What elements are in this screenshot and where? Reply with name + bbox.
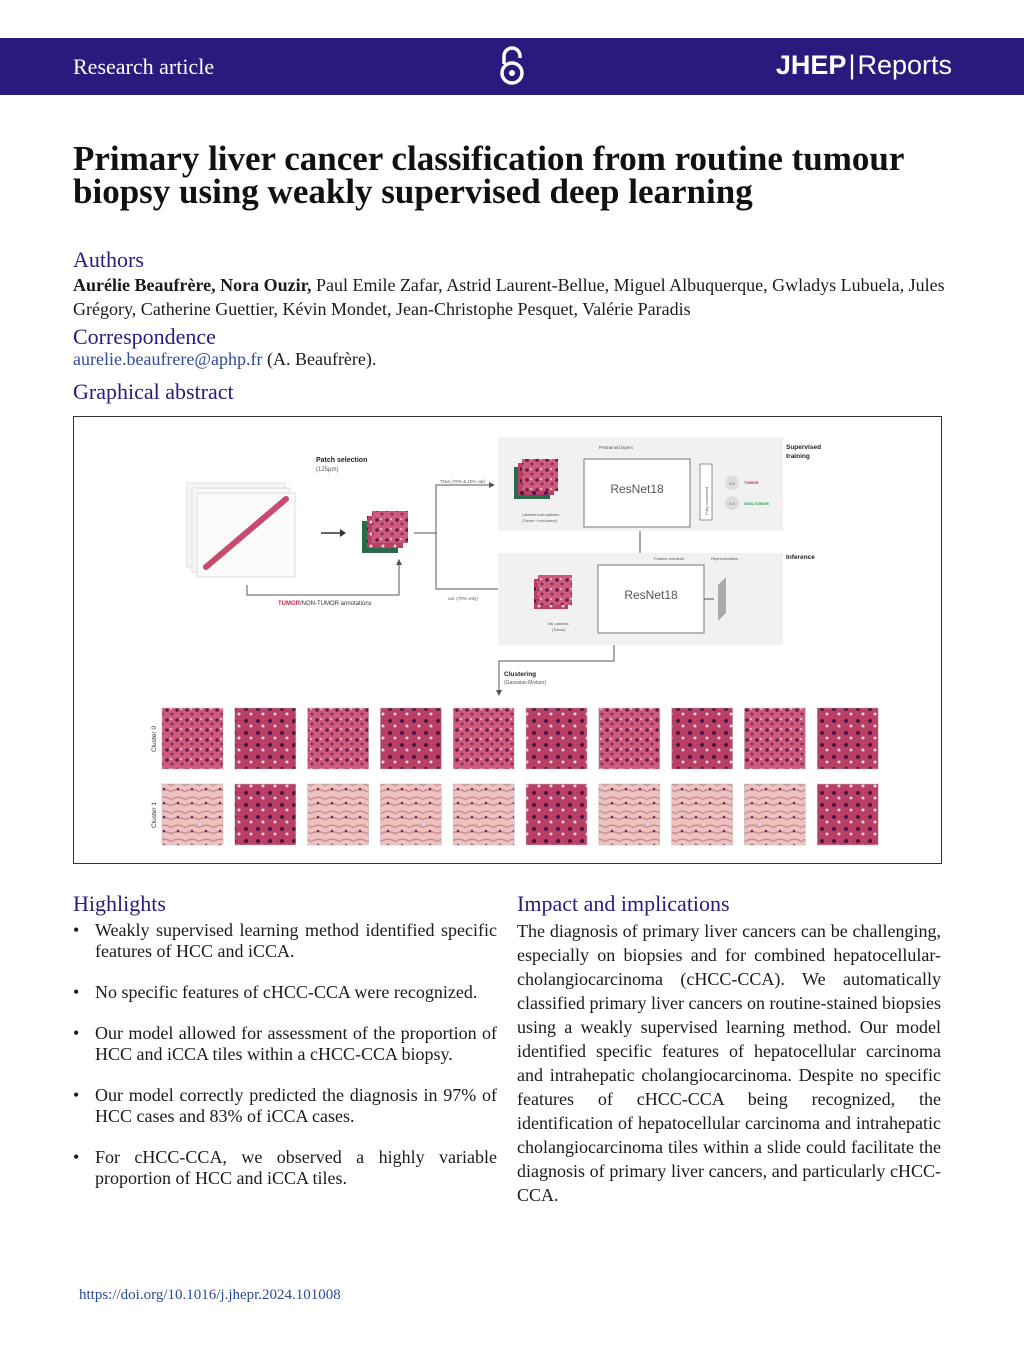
fully-connected-label: Fully connected bbox=[704, 486, 709, 515]
clustering-method-label: (Gaussian Mixture) bbox=[504, 680, 547, 686]
author-list: Aurélie Beaufrère, Nora Ouzir, Paul Emile Zafar, Astrid Laurent-Bellue, Miguel Albuquerque, Gwladys Lubuela, Jules Grégory, Catherine Guettier, Kévin Mondet, Jean-Christophe Pesquet, Valérie Paradis bbox=[73, 275, 945, 319]
supervised-training-label-2: training bbox=[786, 453, 810, 460]
correspondence: aurelie.beaufrere@aphp.fr (A. Beaufrère). bbox=[73, 349, 377, 369]
doi-link[interactable]: https://doi.org/10.1016/j.jhepr.2024.101008 bbox=[79, 1287, 341, 1303]
annotation-arrow-head bbox=[396, 559, 402, 565]
arrow-head bbox=[340, 529, 346, 537]
histology-tile bbox=[308, 784, 369, 845]
val-split-label: val. (70% only) bbox=[448, 596, 478, 601]
histology-tile bbox=[526, 784, 587, 845]
histology-tile bbox=[453, 784, 514, 845]
histology-tile bbox=[599, 784, 660, 845]
cluster-1-label: Cluster 1 bbox=[151, 801, 158, 829]
histology-tile bbox=[599, 708, 660, 769]
histology-tile bbox=[380, 784, 441, 845]
patch-size-label: (125μm) bbox=[316, 467, 339, 473]
biopsy-slides bbox=[187, 483, 295, 577]
pretrained-layers-label: Pretrained layers bbox=[599, 445, 634, 450]
histology-tile bbox=[308, 708, 369, 769]
highlights-list bbox=[73, 920, 497, 1209]
correspondence-heading: Correspondence bbox=[73, 324, 216, 349]
highlights-heading: Highlights bbox=[73, 891, 166, 916]
clustering-arrow-head bbox=[496, 690, 502, 696]
impact-heading: Impact and implications bbox=[517, 891, 730, 916]
train-arrow-head bbox=[489, 482, 495, 488]
resnet-top-label: ResNet18 bbox=[610, 482, 664, 496]
train-branch bbox=[414, 485, 492, 533]
histology-tile bbox=[162, 708, 223, 769]
val-patch-2 bbox=[538, 575, 572, 605]
histology-tile bbox=[235, 784, 296, 845]
patch-stack bbox=[362, 511, 408, 553]
correspondence-email-link[interactable]: aurelie.beaufrere@aphp.fr bbox=[73, 349, 263, 369]
val-patches-label-2: (Tumor) bbox=[552, 628, 566, 632]
val-patches-label: Val. patches bbox=[548, 622, 569, 626]
graphical-abstract bbox=[73, 416, 942, 864]
histology-tile bbox=[817, 708, 878, 769]
histology-tile bbox=[744, 708, 805, 769]
supervised-training-label: Supervised bbox=[786, 444, 822, 451]
non-tumor-output-label: NON-TUMOR bbox=[744, 501, 769, 506]
histology-tile bbox=[526, 708, 587, 769]
open-access-icon bbox=[496, 46, 528, 88]
cluster-0-label: Cluster 0 bbox=[151, 725, 158, 753]
graphical-abstract-figure bbox=[74, 417, 941, 863]
histology-tile bbox=[235, 708, 296, 769]
histology-tile bbox=[453, 708, 514, 769]
histology-tile bbox=[672, 708, 733, 769]
annotation-label: TUMOR/NON-TUMOR annotations bbox=[278, 601, 372, 607]
histology-tile bbox=[380, 708, 441, 769]
graphical-abstract-heading: Graphical abstract bbox=[73, 379, 234, 404]
cluster-1-tiles bbox=[162, 784, 878, 845]
authors-heading: Authors bbox=[73, 247, 144, 272]
impact-paragraph: The diagnosis of primary liver cancers can be challenging, especially on biopsies and for combined hepatocellular-cholangiocarcinoma (cHCC-CCA). We automatically classified primary liver cancers on routine-stained biopsies using a weakly supervised learning method. Our model identified specific features of hepatocellular carcinoma and intrahepatic cholangiocarcinoma. Despite no specific features of cHCC-CCA being recognized, the identification of hepatocellular carcinoma and intrahepatic cholangiocarcinoma tiles within a slide could facilitate the diagnosis of primary liver cancers, and particularly cHCC-CCA. bbox=[517, 921, 941, 1205]
highlight-item: • Our model correctly predicted the diagnosis in 97% of HCC cases and 83% of iCCA cases. bbox=[73, 1085, 497, 1127]
train-patch-3 bbox=[522, 459, 558, 491]
inference-label: Inference bbox=[786, 554, 815, 561]
highlight-item: • Our model allowed for assessment of the proportion of HCC and iCCA tiles within a cHCC-CCA biopsy. bbox=[73, 1023, 497, 1065]
clustering-label: Clustering bbox=[504, 671, 537, 678]
feature-extractor-label: Feature extractor bbox=[654, 556, 685, 561]
histology-tile bbox=[744, 784, 805, 845]
patch-selection-label: Patch selection bbox=[316, 457, 368, 464]
histology-tile bbox=[672, 784, 733, 845]
score-tumor: 0.6 bbox=[729, 481, 735, 486]
labelled-patches-label: Labelled train patches bbox=[522, 513, 560, 517]
article-type-label: Research article bbox=[73, 54, 215, 79]
article-title: Primary liver cancer classification from routine tumour biopsy using weakly supervised deep learning bbox=[73, 139, 904, 211]
histology-tile bbox=[817, 784, 878, 845]
tumor-output-label: TUMOR bbox=[744, 480, 759, 485]
highlight-item: • Weakly supervised learning method identified specific features of HCC and iCCA. bbox=[73, 920, 497, 962]
representation-label: Representation bbox=[711, 556, 739, 561]
highlight-item: • No specific features of cHCC-CCA were recognized. bbox=[73, 982, 497, 1003]
resnet-bottom-label: ResNet18 bbox=[624, 588, 678, 602]
train-split-label: Train (70% & 10% val) bbox=[440, 479, 485, 484]
journal-logo: JHEP|Reports bbox=[775, 50, 952, 80]
histology-tile bbox=[162, 784, 223, 845]
score-non-tumor: 0.4 bbox=[729, 501, 735, 506]
labelled-patches-label-2: (Tumor + non-tumor) bbox=[522, 519, 557, 523]
journal-header-bar bbox=[0, 38, 1024, 95]
highlight-item: • For cHCC-CCA, we observed a highly variable proportion of HCC and iCCA tiles. bbox=[73, 1147, 497, 1189]
cluster-0-tiles bbox=[162, 708, 878, 769]
